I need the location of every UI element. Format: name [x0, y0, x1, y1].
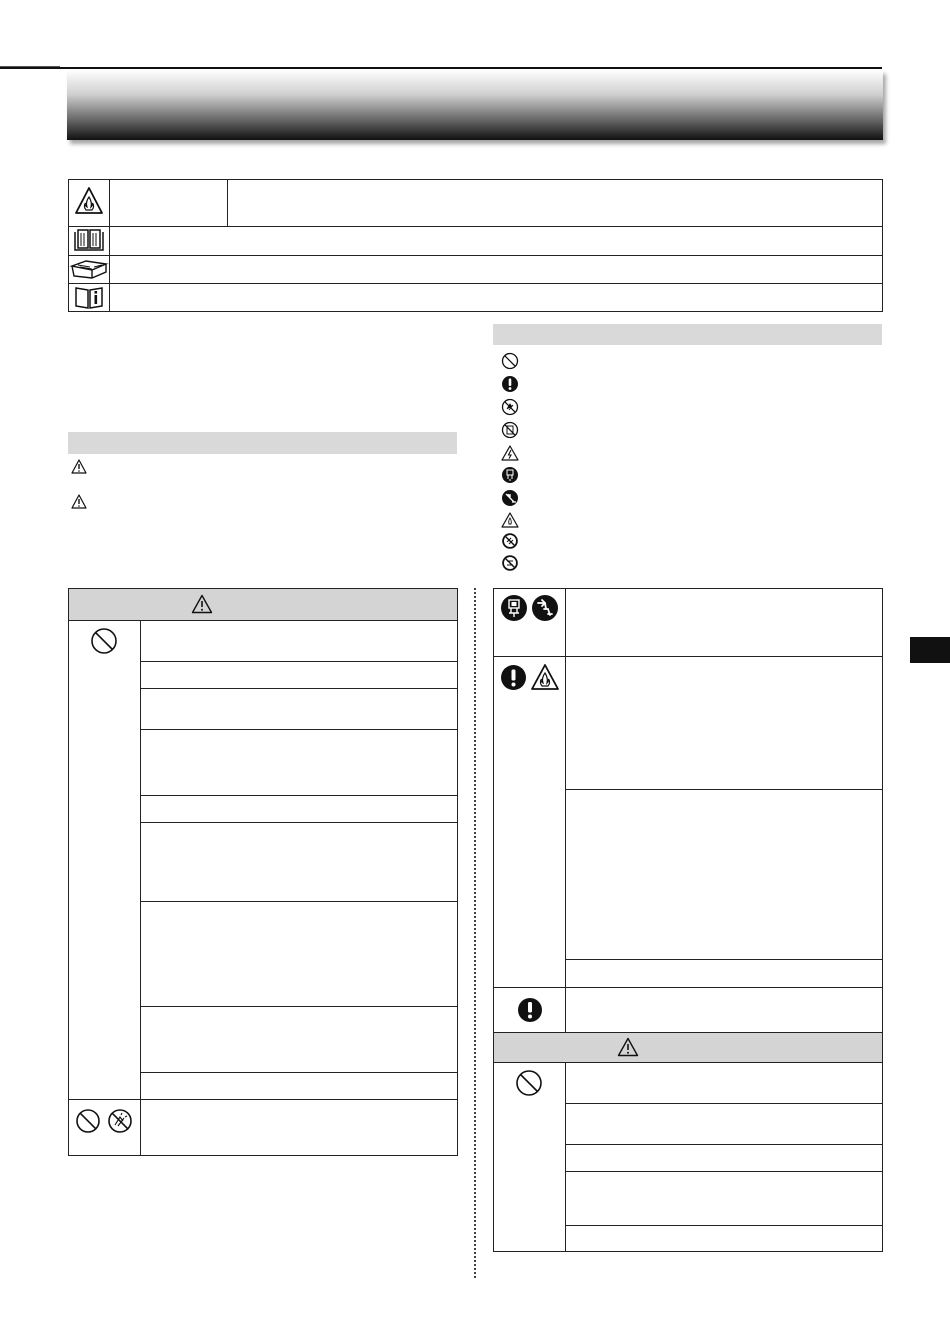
manual-book-icon — [73, 228, 105, 252]
warning-triangle-icon — [617, 1037, 639, 1057]
no-wet-hands-icon — [501, 398, 519, 416]
prohibited-icon — [90, 627, 118, 655]
no-touch-icon — [501, 554, 519, 572]
symbols-section-header — [493, 324, 882, 345]
page-title-banner — [67, 70, 883, 140]
mandatory-icon — [517, 997, 543, 1023]
side-index-tab — [910, 637, 950, 663]
no-water-icon — [501, 421, 519, 439]
legend-table-frame — [68, 179, 883, 312]
caution-table-header — [493, 1032, 883, 1063]
unplug-icon — [500, 594, 528, 622]
mandatory-icon — [501, 375, 519, 393]
right-table-frame — [493, 588, 883, 1033]
electric-hazard-icon — [501, 445, 519, 461]
left-section-header — [68, 432, 457, 454]
info-manual-icon — [73, 285, 105, 310]
prohibited-icon — [501, 352, 519, 370]
mandatory-icon — [500, 664, 527, 691]
column-divider — [474, 588, 476, 1278]
warning-triangle-icon — [71, 494, 87, 509]
no-disassemble-icon — [501, 532, 519, 550]
ground-icon — [501, 489, 519, 507]
ground-icon — [531, 594, 559, 622]
unplug-icon — [501, 466, 519, 484]
caution-table-frame — [493, 1062, 883, 1252]
warning-table-header — [68, 588, 458, 621]
flammable-warning-icon — [74, 186, 104, 216]
flammable-warning-icon — [501, 512, 519, 528]
open-book-icon — [70, 258, 108, 280]
warning-triangle-icon — [71, 459, 87, 474]
flammable-warning-icon — [530, 663, 560, 691]
warning-triangle-icon — [191, 594, 213, 614]
prohibited-icon — [75, 1108, 101, 1134]
no-wet-hands-icon — [107, 1108, 133, 1134]
top-rule — [0, 67, 882, 69]
warning-table-frame — [68, 620, 458, 1156]
prohibited-icon — [515, 1069, 543, 1097]
